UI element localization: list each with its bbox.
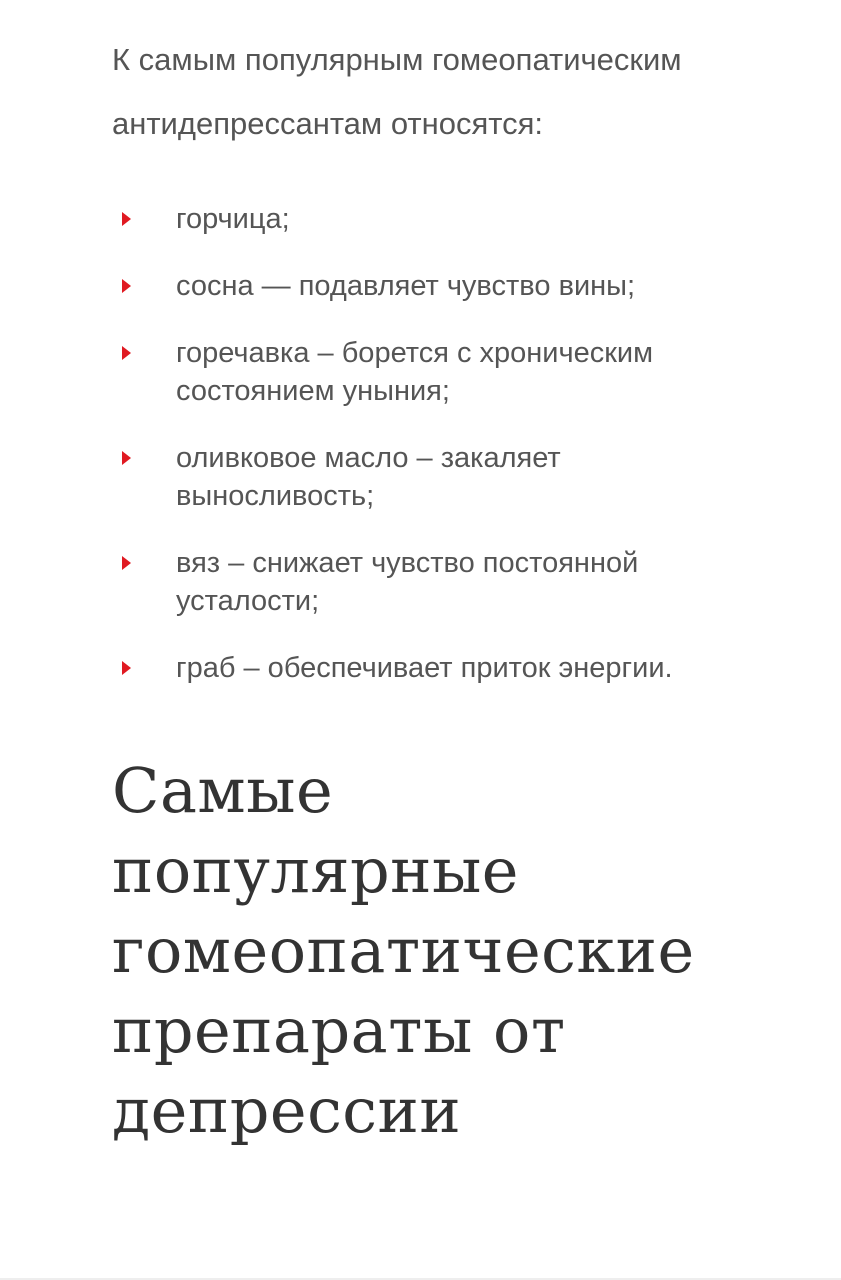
list-item (112, 200, 736, 238)
list-item (112, 649, 736, 687)
list-item-text: горчица; (176, 203, 290, 235)
list-item-text: граб – обеспечивает приток энергии. (176, 652, 673, 684)
list-item (112, 267, 736, 305)
section-heading: Самые популярные гомеопатические препараты от депрессии (112, 754, 695, 1147)
triangle-bullet-icon (122, 279, 131, 293)
triangle-bullet-icon (122, 212, 131, 226)
triangle-bullet-icon (122, 346, 131, 360)
list-item (112, 544, 736, 620)
list-item-text: сосна — подавляет чувство вины; (176, 270, 636, 302)
list-item-text: оливковое масло – закаляет выносливость; (176, 442, 561, 512)
list-item-text: вяз – снижает чувство постоянной усталости; (176, 547, 639, 617)
triangle-bullet-icon (122, 451, 131, 465)
triangle-bullet-icon (122, 556, 131, 570)
triangle-bullet-icon (122, 661, 131, 675)
article-content (112, 28, 812, 1151)
antidepressant-list (112, 200, 812, 687)
list-item (112, 439, 736, 515)
intro-paragraph: К самым популярным гомеопатическим антидепрессантам относятся: (112, 42, 682, 141)
list-item (112, 334, 736, 410)
list-item-text: горечавка – борется с хроническим состоянием уныния; (176, 337, 654, 407)
